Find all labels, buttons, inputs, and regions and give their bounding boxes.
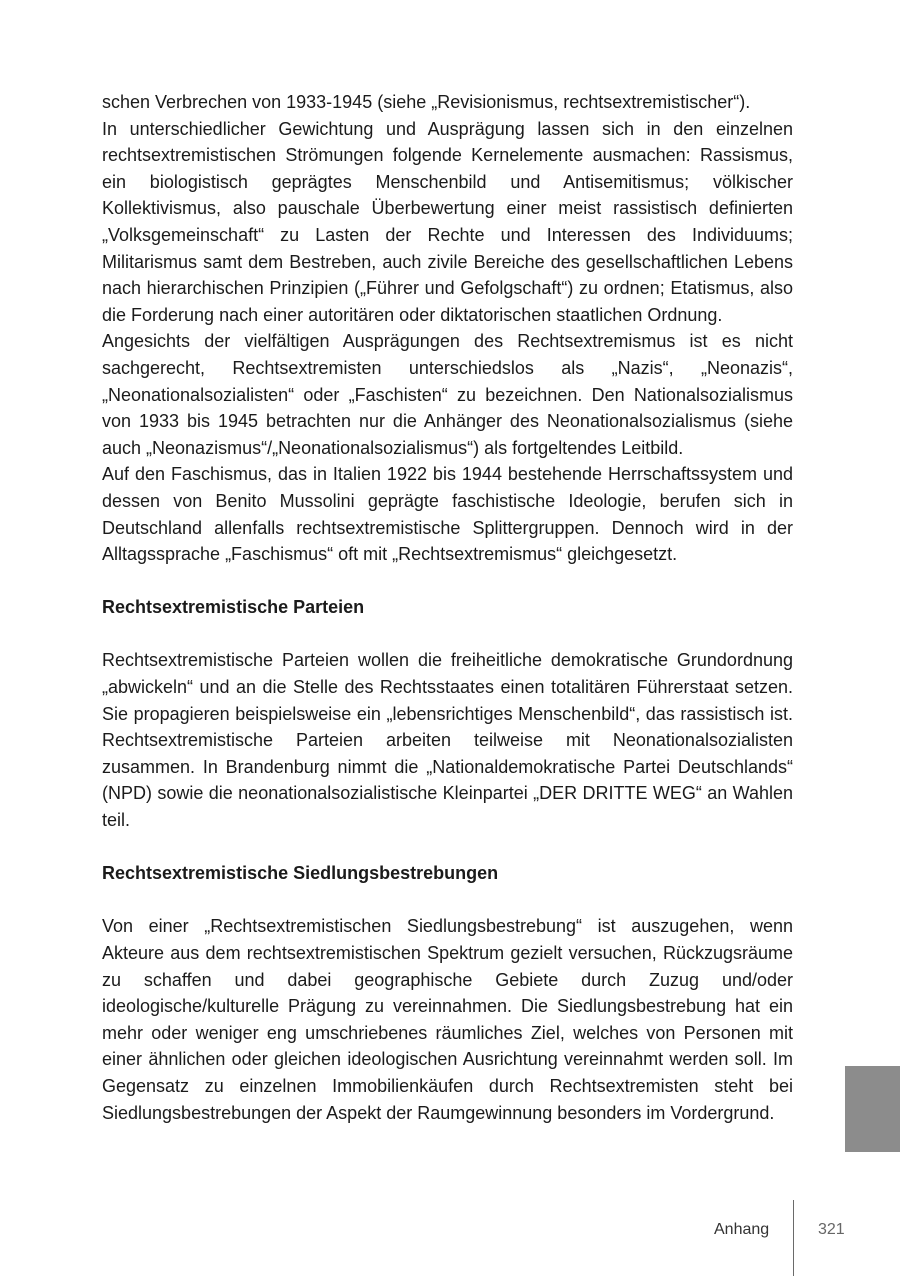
- footer-divider: [793, 1200, 794, 1276]
- page-number: 321: [818, 1221, 845, 1238]
- paragraph-intro-4: Auf den Faschismus, das in Italien 1922 bis 1944 bestehende Herrschaftssystem und dessen von Benito Mussolini geprägte faschistische Ideologie, berufen sich in Deutschland allenfalls rechtsextremistische Splittergruppen. Dennoch wird in der Alltagssprache „Faschismus“ oft mit „Rechtsextremismus“ gleichgesetzt.: [102, 464, 793, 565]
- paragraph-intro-3: Angesichts der vielfältigen Ausprägungen des Rechtsextremismus ist es nicht sachgerecht, Rechtsextremisten unterschiedslos als „Nazis“, „Neonazis“, „Neonationalsozialisten“ oder „Faschisten“ zu bezeichnen. Den Nationalsozialismus von 1933 bis 1945 betrachten nur die Anhänger des Neonationalsozialismus (siehe auch „Neonazismus“/„Neonationalsozialismus“) als fortgeltendes Leitbild.: [102, 331, 793, 458]
- paragraph-intro-2: In unterschiedlicher Gewichtung und Ausprägung lassen sich in den einzelnen rechtsextremistischen Strömungen folgende Kernelemente ausmachen: Rassismus, ein biologistisch geprägtes Menschenbild und Antisemitismus; völkischer Kollektivismus, also pauschale Überbewertung einer meist rassistisch definierten „Volksgemeinschaft“ zu Lasten der Rechte und Interessen des Individuums; Militarismus samt dem Bestreben, auch zivile Bereiche des gesellschaftlichen Lebens nach hierarchischen Prinzipien („Führer und Gefolgschaft“) zu ordnen; Etatismus, also die Forderung nach einer autoritären oder diktatorischen staatlichen Ordnung.: [102, 118, 793, 325]
- footer-section-label: Anhang: [714, 1221, 770, 1238]
- paragraph-intro-1: schen Verbrechen von 1933-1945 (siehe „Revisionismus, rechtsextremistischer“).: [102, 92, 751, 112]
- heading-parties: Rechtsextremistische Parteien: [102, 597, 365, 618]
- chapter-tab-marker: [845, 1066, 900, 1152]
- paragraph-parties: Rechtsextremistische Parteien wollen die freiheitliche demokratische Grundordnung „abwickeln“ und an die Stelle des Rechtsstaates einen totalitären Führerstaat setzen. Sie propagieren beispielsweise ein „lebensrichtiges Menschenbild“, das rassistisch ist. Rechtsextremistische Parteien arbeiten teilweise mit Neonationalsozialisten zusammen. In Brandenburg nimmt die „Nationaldemokratische Partei Deutschlands“ (NPD) sowie die neonationalsozialistische Kleinpartei „DER DRITTE WEG“ an Wahlen teil.: [102, 650, 793, 831]
- heading-settlement: Rechtsextremistische Siedlungsbestrebungen: [102, 863, 499, 884]
- paragraph-settlement: Von einer „Rechtsextremistischen Siedlungsbestrebung“ ist auszugehen, wenn Akteure aus dem rechtsextremistischen Spektrum gezielt versuchen, Rückzugsräume zu schaffen und dabei geographische Gebiete durch Zuzug und/oder ideologische/kulturelle Prägung zu vereinnahmen. Die Siedlungsbestrebung hat ein mehr oder weniger eng umschriebenes räumliches Ziel, welches von Personen mit einer ähnlichen oder gleichen ideologischen Ausrichtung vereinnahmt werden soll. Im Gegensatz zu einzelnen Immobilienkäufen durch Rechtsextremisten steht bei Siedlungsbestrebungen der Aspekt der Raumgewinnung besonders im Vordergrund.: [102, 916, 793, 1123]
- page-body: [102, 89, 793, 1126]
